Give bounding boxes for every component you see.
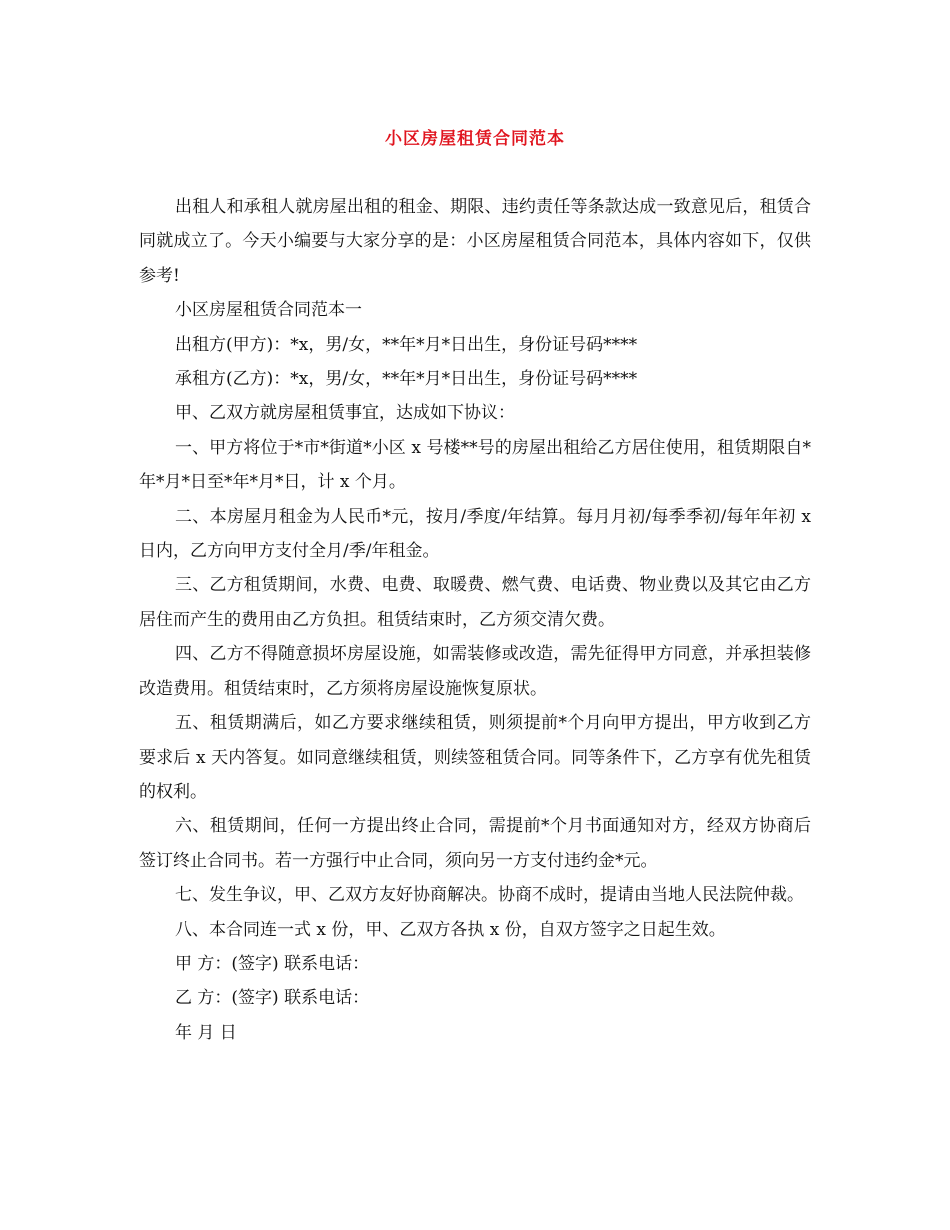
- clause-2: 二、本房屋月租金为人民币*元，按月/季度/年结算。每月月初/每季季初/每年年初 x 日内，乙方向甲方支付全月/季/年租金。: [139, 506, 811, 562]
- lessor-line: 出租方(甲方)：*x，男/女，**年*月*日出生，身份证号码****: [175, 334, 638, 355]
- clause-1: 一、甲方将位于*市*街道*小区 x 号楼**号的房屋出租给乙方居住使用，租赁期限自*年*月*日至*年*月*日，计 x 个月。: [139, 437, 811, 493]
- party-a-signature-line: 甲 方：(签字) 联系电话：: [175, 953, 370, 974]
- party-b-signature-line: 乙 方：(签字) 联系电话：: [175, 988, 370, 1009]
- clause-5: 五、租赁期满后，如乙方要求继续租赁，则须提前*个月向甲方提出，甲方收到乙方要求后 x 天内答复。如同意继续租赁，则续签租赁合同。同等条件下，乙方享有优先租赁的权利。: [139, 713, 811, 802]
- lessee-line: 承租方(乙方)：*x，男/女，**年*月*日出生，身份证号码****: [175, 369, 638, 390]
- intro-paragraph: 出租人和承租人就房屋出租的租金、期限、违约责任等条款达成一致意见后，租赁合同就成立了。今天小编要与大家分享的是：小区房屋租赁合同范本，具体内容如下，仅供参考!: [139, 197, 811, 286]
- clause-3: 三、乙方租赁期间，水费、电费、取暖费、燃气费、电话费、物业费以及其它由乙方居住而产生的费用由乙方负担。租赁结束时，乙方须交清欠费。: [139, 575, 811, 630]
- section-heading: 小区房屋租赁合同范本一: [175, 300, 362, 321]
- clause-7: 七、发生争议，甲、乙双方友好协商解决。协商不成时，提请由当地人民法院仲裁。: [175, 885, 804, 906]
- document-title: 小区房屋租赁合同范本: [385, 129, 565, 149]
- clause-6: 六、租赁期间，任何一方提出终止合同，需提前*个月书面通知对方，经双方协商后签订终止合同书。若一方强行中止合同，须向另一方支付违约金*元。: [139, 816, 811, 871]
- agreement-intro: 甲、乙双方就房屋租赁事宜，达成如下协议：: [175, 403, 515, 424]
- document-body: [139, 190, 811, 1050]
- date-line: 年 月 日: [175, 1022, 237, 1043]
- clause-4: 四、乙方不得随意损坏房屋设施，如需装修或改造，需先征得甲方同意，并承担装修改造费用。租赁结束时，乙方须将房屋设施恢复原状。: [139, 644, 811, 699]
- clause-8: 八、本合同连一式 x 份，甲、乙双方各执 x 份，自双方签字之日起生效。: [175, 919, 726, 940]
